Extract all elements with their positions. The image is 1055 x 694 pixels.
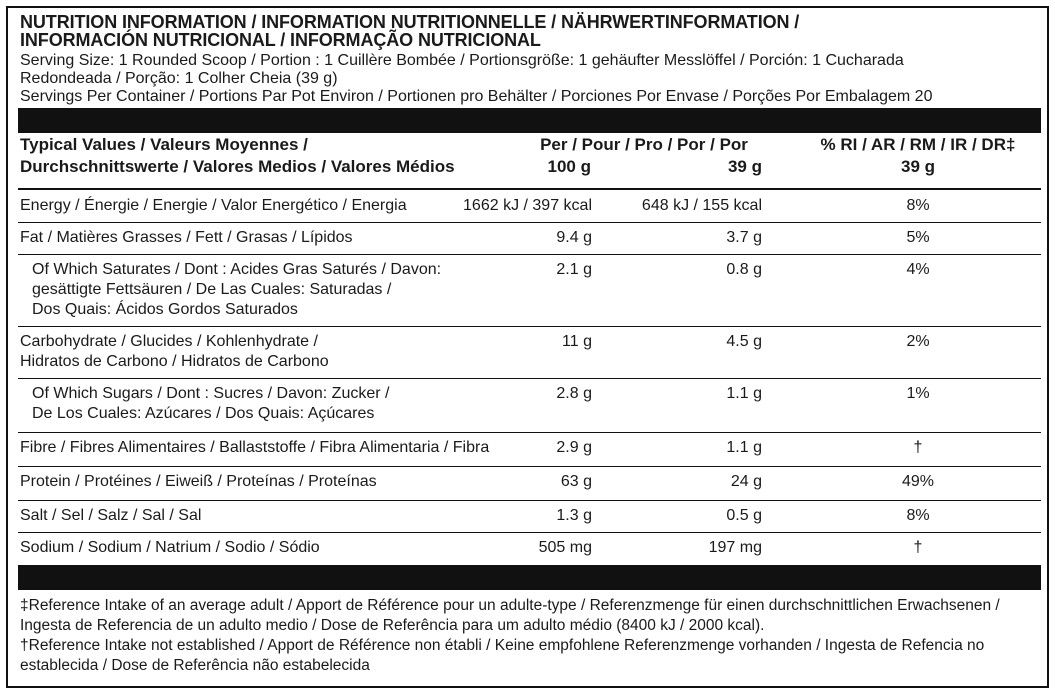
value-per-39g: 4.5 g	[726, 333, 762, 350]
bottom-black-bar	[18, 565, 1041, 590]
header-divider	[18, 188, 1041, 190]
row-divider	[18, 254, 1041, 255]
value-ri-percent: †	[913, 439, 923, 456]
value-per-39g: 1.1 g	[726, 385, 762, 402]
serving-size-line-2: Redondeada / Porção: 1 Colher Cheia (39 g)	[20, 70, 338, 87]
top-black-bar	[18, 108, 1041, 133]
value-per-100g: 63 g	[560, 473, 592, 490]
value-ri-percent: 8%	[906, 197, 930, 214]
row-divider	[18, 466, 1041, 467]
nutrient-name: Of Which Sugars / Dont : Sucres / Davon: Zucker / De Los Cuales: Azúcares / Dos Quais: Açúcares	[32, 385, 390, 422]
value-per-39g: 3.7 g	[726, 229, 762, 246]
servings-per-container: Servings Per Container / Portions Par Pot Environ / Portionen pro Behälter / Porciones Por Envase / Porções Por Embalagem 20	[20, 88, 933, 105]
nutrient-name: Protein / Protéines / Eiweiß / Proteínas / Proteínas	[20, 473, 377, 490]
value-per-100g: 11 g	[562, 333, 592, 350]
value-per-39g: 648 kJ / 155 kcal	[641, 197, 762, 214]
per-100g-header: 100 g	[547, 157, 591, 176]
value-per-100g: 9.4 g	[556, 229, 592, 246]
nutrition-panel	[6, 6, 1049, 688]
value-ri-percent: 2%	[906, 333, 930, 350]
nutrient-name: Fat / Matières Grasses / Fett / Grasas / Lípidos	[20, 229, 353, 246]
ri-39g-header: 39 g	[900, 157, 936, 176]
typical-values-header: Typical Values / Valeurs Moyennes / Durchschnittswerte / Valores Medios / Valores Médios	[20, 135, 455, 176]
footnote-reference-intake: ‡Reference Intake of an average adult / Apport de Référence pour un adulte-type / Referenzmenge für einen durchschnittlichen Erwachsenen / Ingesta de Referencia de un adulto medio / Dose de Referência para um adulto médio (8400 kJ / 2000 kcal).	[20, 597, 1000, 634]
row-divider	[18, 222, 1041, 223]
value-per-39g: 197 mg	[708, 539, 762, 556]
nutrient-name: Carbohydrate / Glucides / Kohlenhydrate / Hidratos de Carbono / Hidratos de Carbono	[20, 333, 329, 370]
value-ri-percent: 49%	[901, 473, 935, 490]
serving-size-line-1: Serving Size: 1 Rounded Scoop / Portion : 1 Cuillère Bombée / Portionsgröße: 1 gehäufter Messlöffel / Porción: 1 Cucharada	[20, 52, 904, 69]
value-per-100g: 1662 kJ / 397 kcal	[463, 197, 592, 214]
row-divider	[18, 500, 1041, 501]
row-divider	[18, 326, 1041, 327]
row-divider	[18, 432, 1041, 433]
footnotes	[20, 596, 1038, 676]
nutrient-name: Fibre / Fibres Alimentaires / Ballaststoffe / Fibra Alimentaria / Fibra	[20, 439, 490, 456]
value-per-100g: 2.1 g	[556, 261, 592, 278]
nutrient-name: Salt / Sel / Salz / Sal / Sal	[20, 507, 202, 524]
panel-title: NUTRITION INFORMATION / INFORMATION NUTRITIONNELLE / NÄHRWERTINFORMATION / INFORMACIÓN NUTRICIONAL / INFORMAÇÃO NUTRICIONAL	[20, 12, 800, 50]
value-per-39g: 24 g	[730, 473, 762, 490]
value-ri-percent: 8%	[906, 507, 930, 524]
value-per-100g: 2.8 g	[556, 385, 592, 402]
value-ri-percent: 5%	[906, 229, 930, 246]
nutrient-name: Of Which Saturates / Dont : Acides Gras Saturés / Davon: gesättigte Fettsäuren / De Las Cuales: Saturadas / Dos Quais: Ácidos Gordos Saturados	[32, 261, 442, 318]
value-ri-percent: 1%	[906, 385, 930, 402]
value-ri-percent: 4%	[906, 261, 930, 278]
footnote-not-established: †Reference Intake not established / Apport de Référence non établi / Keine empfohlene Referenzmenge vorhanden / Ingesta de Refencia no establecida / Dose de Referência não estabelecida	[20, 637, 985, 674]
per-39g-header: 39 g	[727, 157, 762, 176]
row-divider	[18, 378, 1041, 379]
nutrient-name: Sodium / Sodium / Natrium / Sodio / Sódio	[20, 539, 320, 556]
ri-header: % RI / AR / RM / IR / DR‡	[820, 135, 1016, 154]
value-per-100g: 2.9 g	[556, 439, 592, 456]
value-ri-percent: †	[913, 539, 923, 556]
row-divider	[18, 532, 1041, 533]
value-per-39g: 0.8 g	[726, 261, 762, 278]
value-per-100g: 505 mg	[538, 539, 592, 556]
nutrient-name: Energy / Énergie / Energie / Valor Energético / Energia	[20, 197, 407, 214]
value-per-39g: 1.1 g	[726, 439, 762, 456]
value-per-100g: 1.3 g	[556, 507, 592, 524]
value-per-39g: 0.5 g	[726, 507, 762, 524]
per-header: Per / Pour / Pro / Por / Por	[540, 135, 748, 154]
